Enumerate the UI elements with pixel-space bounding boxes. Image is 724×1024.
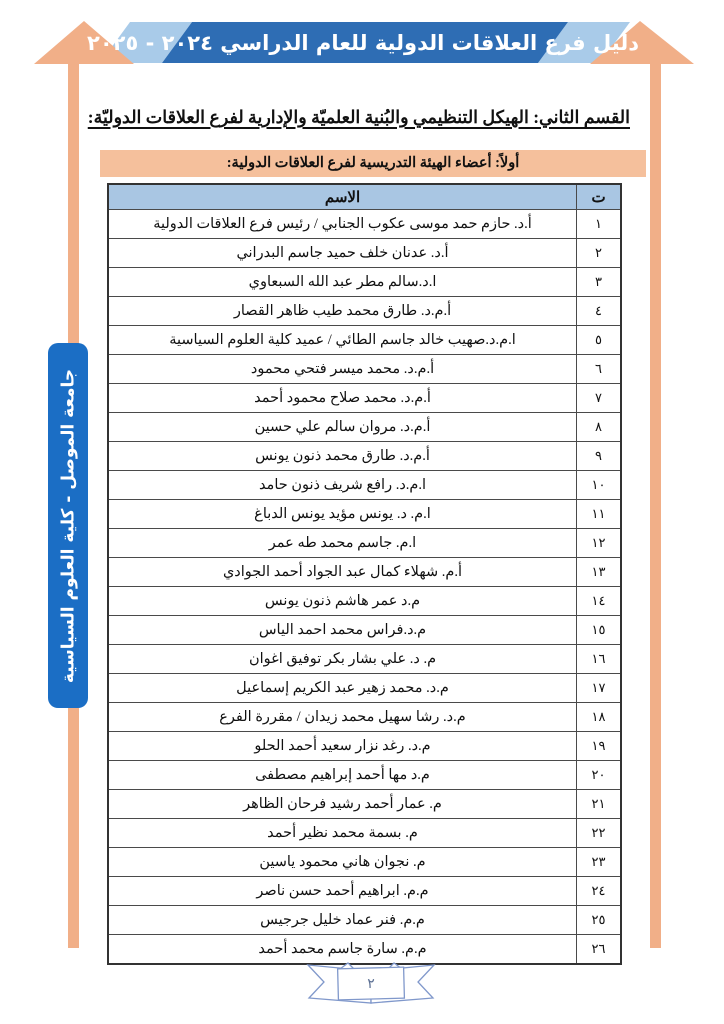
table-row: [108, 326, 621, 355]
table-row: [108, 587, 621, 616]
row-number-cell: ١٢: [577, 529, 622, 558]
table-row: [108, 297, 621, 326]
row-name-cell: ا.م.د.صهيب خالد جاسم الطائي / عميد كلية العلوم السياسية: [108, 326, 577, 355]
staff-table: [107, 183, 622, 965]
table-row: [108, 558, 621, 587]
row-number-cell: ٢٢: [577, 819, 622, 848]
row-name-cell: م.د. رغد نزار سعيد أحمد الحلو: [108, 732, 577, 761]
section-subtitle-bar: أولاً: أعضاء الهيئة التدريسية لفرع العلاقات الدولية:: [100, 150, 646, 177]
sidebar-university-badge: [48, 343, 88, 708]
row-number-cell: ٢٦: [577, 935, 622, 965]
row-name-cell: أ.م.د. محمد ميسر فتحي محمود: [108, 355, 577, 384]
header-cell-name: الاسم: [108, 184, 577, 210]
row-name-cell: أ.م.د. محمد صلاح محمود أحمد: [108, 384, 577, 413]
page-number: ٢: [367, 977, 375, 992]
row-number-cell: ٥: [577, 326, 622, 355]
row-number-cell: ١٧: [577, 674, 622, 703]
table-row: [108, 442, 621, 471]
row-number-cell: ١٥: [577, 616, 622, 645]
row-number-cell: ١٦: [577, 645, 622, 674]
row-number-cell: ٨: [577, 413, 622, 442]
row-number-cell: ١١: [577, 500, 622, 529]
table-row: [108, 355, 621, 384]
row-number-cell: ٩: [577, 442, 622, 471]
row-name-cell: أ.م.د. طارق محمد ذنون يونس: [108, 442, 577, 471]
staff-table-body: [108, 210, 621, 965]
sidebar-university-label: جامعة الموصل - كلية العلوم السياسية: [58, 368, 78, 683]
row-number-cell: ٦: [577, 355, 622, 384]
table-row: [108, 906, 621, 935]
row-name-cell: م.م. سارة جاسم محمد أحمد: [108, 935, 577, 965]
row-number-cell: ١٨: [577, 703, 622, 732]
row-number-cell: ٢٣: [577, 848, 622, 877]
row-name-cell: م. عمار أحمد رشيد فرحان الظاهر: [108, 790, 577, 819]
table-row: [108, 790, 621, 819]
row-name-cell: م.م. ابراهيم أحمد حسن ناصر: [108, 877, 577, 906]
table-row: [108, 645, 621, 674]
table-row: [108, 732, 621, 761]
row-name-cell: أ.د. عدنان خلف حميد جاسم البدراني: [108, 239, 577, 268]
table-row: [108, 616, 621, 645]
table-row: [108, 761, 621, 790]
table-row: [108, 384, 621, 413]
banner-title: دليل فرع العلاقات الدولية للعام الدراسي ٢٠٢٤ - ٢٠٢٥: [87, 31, 639, 55]
row-name-cell: م.د. رشا سهيل محمد زيدان / مقررة الفرع: [108, 703, 577, 732]
table-row: [108, 848, 621, 877]
row-number-cell: ١: [577, 210, 622, 239]
staff-table-header: [108, 184, 621, 210]
row-number-cell: ١٩: [577, 732, 622, 761]
row-name-cell: م. د. علي بشار بكر توفيق اغوان: [108, 645, 577, 674]
table-row: [108, 471, 621, 500]
row-name-cell: ا.م. جاسم محمد طه عمر: [108, 529, 577, 558]
row-name-cell: أ.م.د. طارق محمد طيب ظاهر القصار: [108, 297, 577, 326]
table-row: [108, 413, 621, 442]
section-title: القسم الثاني: الهيكل التنظيمي والبُنية العلميّة والإدارية لفرع العلاقات الدوليّة:: [87, 107, 630, 127]
row-name-cell: م.م. فنر عماد خليل جرجيس: [108, 906, 577, 935]
row-number-cell: ٢٤: [577, 877, 622, 906]
row-name-cell: م.د. محمد زهير عبد الكريم إسماعيل: [108, 674, 577, 703]
table-row: [108, 268, 621, 297]
row-name-cell: م.د مها أحمد إبراهيم مصطفى: [108, 761, 577, 790]
row-number-cell: ٢١: [577, 790, 622, 819]
row-number-cell: ٢٠: [577, 761, 622, 790]
row-name-cell: م.د عمر هاشم ذنون يونس: [108, 587, 577, 616]
footer-page-ribbon: [288, 952, 438, 1004]
table-row: [108, 674, 621, 703]
table-row: [108, 239, 621, 268]
row-number-cell: ١٤: [577, 587, 622, 616]
row-number-cell: ٣: [577, 268, 622, 297]
row-name-cell: م. نجوان هاني محمود ياسين: [108, 848, 577, 877]
row-number-cell: ٢٥: [577, 906, 622, 935]
row-number-cell: ٧: [577, 384, 622, 413]
header-row: [108, 184, 621, 210]
row-name-cell: ا.م. د. يونس مؤيد يونس الدباغ: [108, 500, 577, 529]
row-name-cell: م. بسمة محمد نظير أحمد: [108, 819, 577, 848]
row-name-cell: م.د.فراس محمد احمد الياس: [108, 616, 577, 645]
row-number-cell: ١٠: [577, 471, 622, 500]
header-ribbon-banner: [0, 0, 724, 72]
row-name-cell: ا.د.سالم مطر عبد الله السبعاوي: [108, 268, 577, 297]
row-name-cell: ا.م.د. رافع شريف ذنون حامد: [108, 471, 577, 500]
table-row: [108, 529, 621, 558]
table-row: [108, 210, 621, 239]
row-number-cell: ١٣: [577, 558, 622, 587]
table-row: [108, 819, 621, 848]
row-number-cell: ٤: [577, 297, 622, 326]
row-name-cell: أ.م.د. مروان سالم علي حسين: [108, 413, 577, 442]
row-name-cell: أ.د. حازم حمد موسى عكوب الجنابي / رئيس فرع العلاقات الدولية: [108, 210, 577, 239]
row-number-cell: ٢: [577, 239, 622, 268]
table-row: [108, 703, 621, 732]
row-name-cell: أ.م. شهلاء كمال عبد الجواد أحمد الجوادي: [108, 558, 577, 587]
table-row: [108, 877, 621, 906]
table-row: [108, 500, 621, 529]
right-orange-rail: [650, 62, 661, 948]
header-cell-number: ت: [577, 184, 622, 210]
